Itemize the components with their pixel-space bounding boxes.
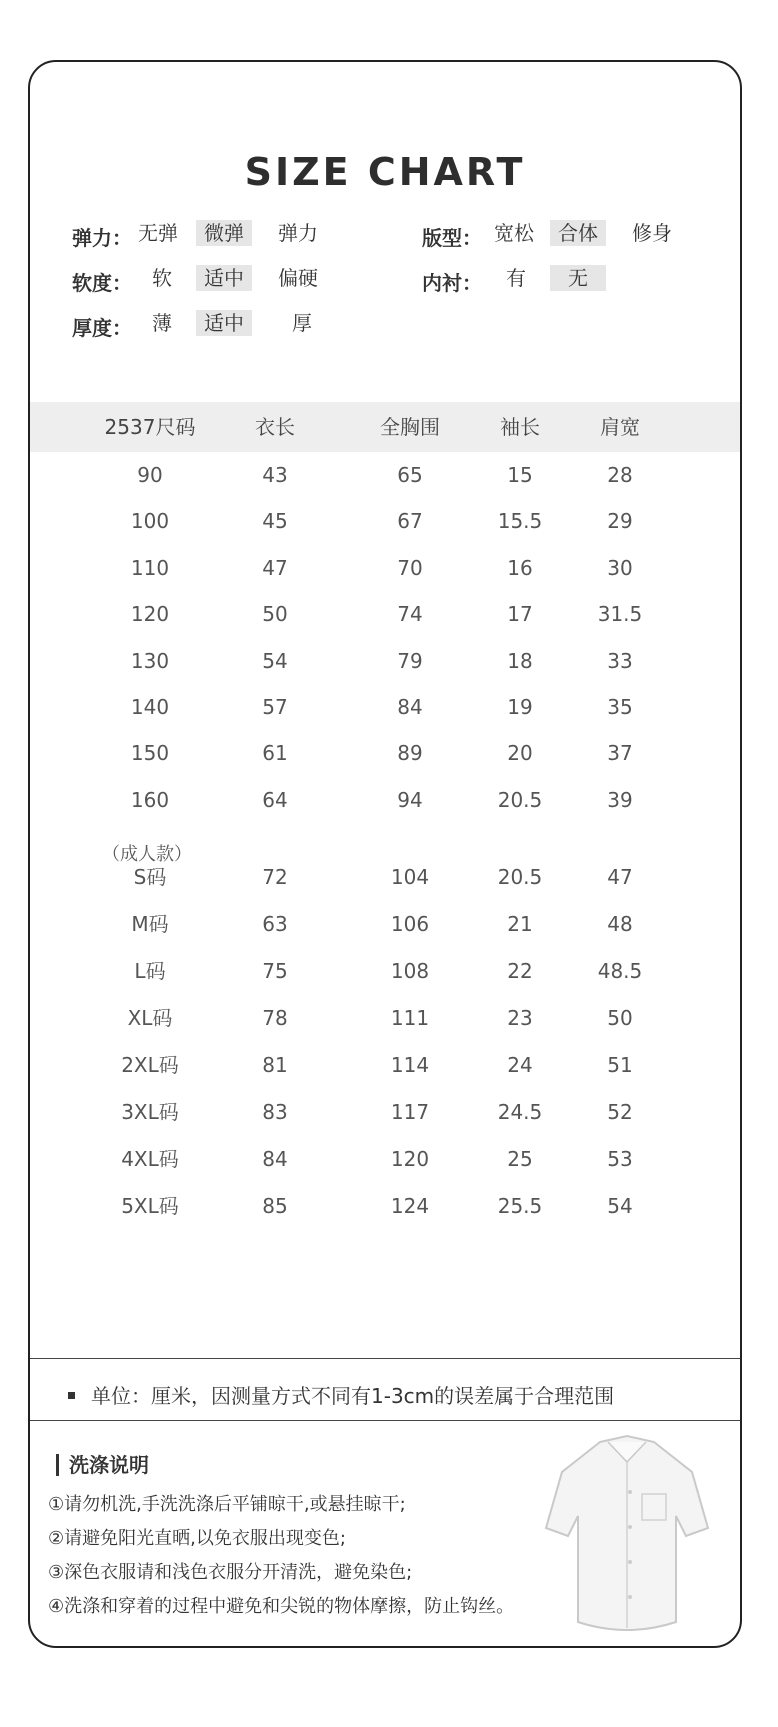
cell-length: 57 <box>262 695 288 719</box>
softness-option: 软 <box>152 266 172 290</box>
elasticity-option: 无弹 <box>138 221 178 245</box>
cell-size: 90 <box>137 463 163 487</box>
cell-length: 75 <box>262 959 288 983</box>
adult-note: （成人款） <box>102 844 192 865</box>
lining-option: 有 <box>506 266 526 290</box>
cell-sleeve: 23 <box>507 1006 533 1030</box>
bullet-icon <box>68 1392 75 1399</box>
cell-shoulder: 48.5 <box>597 959 643 983</box>
cell-size: L码 <box>134 959 166 983</box>
cell-length: 64 <box>262 787 288 812</box>
cell-sleeve: 20 <box>507 741 533 766</box>
thickness-option-selected: 适中 <box>196 310 252 336</box>
cell-shoulder: 29 <box>607 509 633 534</box>
cell-size: XL码 <box>127 1006 173 1030</box>
cell-size: 110 <box>130 555 170 580</box>
cell-length: 43 <box>262 463 288 487</box>
cell-size: 5XL码 <box>121 1194 179 1218</box>
wash-line-4: ④洗涤和穿着的过程中避免和尖锐的物体摩擦，防止钩丝。 <box>48 1596 515 1617</box>
cell-shoulder: 33 <box>607 648 633 673</box>
elasticity-label: 弹力： <box>72 226 132 250</box>
cell-chest: 111 <box>390 1006 430 1030</box>
cell-shoulder: 50 <box>607 1006 633 1030</box>
lining-label: 内衬： <box>422 271 482 295</box>
cell-shoulder: 35 <box>607 695 633 719</box>
cell-length: 72 <box>262 865 288 889</box>
shirt-image <box>542 1432 712 1642</box>
cell-sleeve: 25 <box>507 1147 533 1171</box>
cell-chest: 104 <box>390 865 430 889</box>
cell-sleeve: 16 <box>507 555 533 580</box>
cell-size: 4XL码 <box>121 1147 179 1171</box>
softness-option: 偏硬 <box>278 266 318 290</box>
cell-sleeve: 22 <box>507 959 533 983</box>
cell-sleeve: 18 <box>507 648 533 673</box>
unit-note: 单位：厘米，因测量方式不同有1-3cm的误差属于合理范围 <box>91 1384 615 1408</box>
cell-sleeve: 20.5 <box>497 787 543 812</box>
cell-shoulder: 37 <box>607 741 633 766</box>
cell-chest: 124 <box>390 1194 430 1218</box>
cell-shoulder: 52 <box>607 1100 633 1124</box>
cell-length: 50 <box>262 602 288 627</box>
cell-chest: 74 <box>397 602 423 627</box>
cell-length: 85 <box>262 1194 288 1218</box>
cell-chest: 117 <box>390 1100 430 1124</box>
cell-size: 130 <box>130 648 170 673</box>
cell-sleeve: 21 <box>507 912 533 936</box>
cell-shoulder: 53 <box>607 1147 633 1171</box>
cell-size: 100 <box>130 509 170 534</box>
wash-title: 洗涤说明 <box>56 1454 149 1476</box>
fit-option: 宽松 <box>494 221 534 245</box>
cell-chest: 70 <box>397 555 423 580</box>
cell-length: 45 <box>262 509 288 534</box>
cell-chest: 67 <box>397 509 423 534</box>
wash-line-1: ①请勿机洗,手洗洗涤后平铺晾干,或悬挂晾干; <box>48 1494 406 1515</box>
cell-sleeve: 15 <box>507 463 533 487</box>
elasticity-option-selected: 微弹 <box>196 220 252 246</box>
cell-size: S码 <box>133 865 167 889</box>
cell-sleeve: 25.5 <box>497 1194 543 1218</box>
header-length: 衣长 <box>255 415 295 439</box>
cell-size: 140 <box>130 695 170 719</box>
cell-size: 120 <box>130 602 170 627</box>
cell-chest: 114 <box>390 1053 430 1077</box>
cell-sleeve: 19 <box>507 695 533 719</box>
cell-chest: 65 <box>397 463 423 487</box>
cell-sleeve: 24.5 <box>497 1100 543 1124</box>
cell-shoulder: 54 <box>607 1194 633 1218</box>
cell-sleeve: 24 <box>507 1053 533 1077</box>
cell-length: 54 <box>262 648 288 673</box>
softness-label: 软度： <box>72 271 132 295</box>
cell-size: M码 <box>131 912 169 936</box>
fit-option-selected: 合体 <box>550 220 606 246</box>
thickness-option: 厚 <box>292 311 312 335</box>
cell-length: 78 <box>262 1006 288 1030</box>
cell-length: 84 <box>262 1147 288 1171</box>
header-sleeve: 袖长 <box>500 415 540 439</box>
wash-line-2: ②请避免阳光直晒,以免衣服出现变色; <box>48 1528 346 1549</box>
fit-option: 修身 <box>632 221 672 245</box>
cell-shoulder: 31.5 <box>597 602 643 627</box>
cell-shoulder: 28 <box>607 463 633 487</box>
cell-length: 47 <box>262 555 288 580</box>
elasticity-option: 弹力 <box>278 221 318 245</box>
cell-chest: 108 <box>390 959 430 983</box>
cell-chest: 94 <box>397 787 423 812</box>
cell-sleeve: 20.5 <box>497 865 543 889</box>
cell-length: 81 <box>262 1053 288 1077</box>
cell-size: 150 <box>130 741 170 766</box>
size-chart-card <box>28 60 742 1648</box>
header-shoulder: 肩宽 <box>600 415 640 439</box>
cell-length: 83 <box>262 1100 288 1124</box>
cell-shoulder: 30 <box>607 555 633 580</box>
cell-chest: 84 <box>397 695 423 719</box>
cell-size: 3XL码 <box>121 1100 179 1124</box>
cell-length: 61 <box>262 741 288 766</box>
fit-label: 版型： <box>422 226 482 250</box>
cell-shoulder: 47 <box>607 865 633 889</box>
header-size: 2537尺码 <box>104 415 196 439</box>
divider <box>30 1358 740 1359</box>
cell-size: 160 <box>130 787 170 812</box>
wash-line-3: ③深色衣服请和浅色衣服分开清洗，避免染色; <box>48 1562 413 1583</box>
cell-shoulder: 39 <box>607 787 633 812</box>
unit-note-row <box>68 1380 614 1409</box>
cell-chest: 79 <box>397 648 423 673</box>
thickness-label: 厚度： <box>72 316 132 340</box>
lining-option-selected: 无 <box>550 265 606 291</box>
header-chest: 全胸围 <box>380 415 440 439</box>
cell-chest: 120 <box>390 1147 430 1171</box>
softness-option-selected: 适中 <box>196 265 252 291</box>
page-title: SIZE CHART <box>244 150 526 194</box>
table-header <box>30 402 740 452</box>
cell-chest: 106 <box>390 912 430 936</box>
thickness-option: 薄 <box>152 311 172 335</box>
cell-sleeve: 17 <box>507 602 533 627</box>
cell-sleeve: 15.5 <box>497 509 543 534</box>
cell-chest: 89 <box>397 741 423 766</box>
cell-shoulder: 48 <box>607 912 633 936</box>
cell-length: 63 <box>262 912 288 936</box>
divider <box>30 1420 740 1421</box>
cell-size: 2XL码 <box>121 1053 179 1077</box>
cell-shoulder: 51 <box>607 1053 633 1077</box>
